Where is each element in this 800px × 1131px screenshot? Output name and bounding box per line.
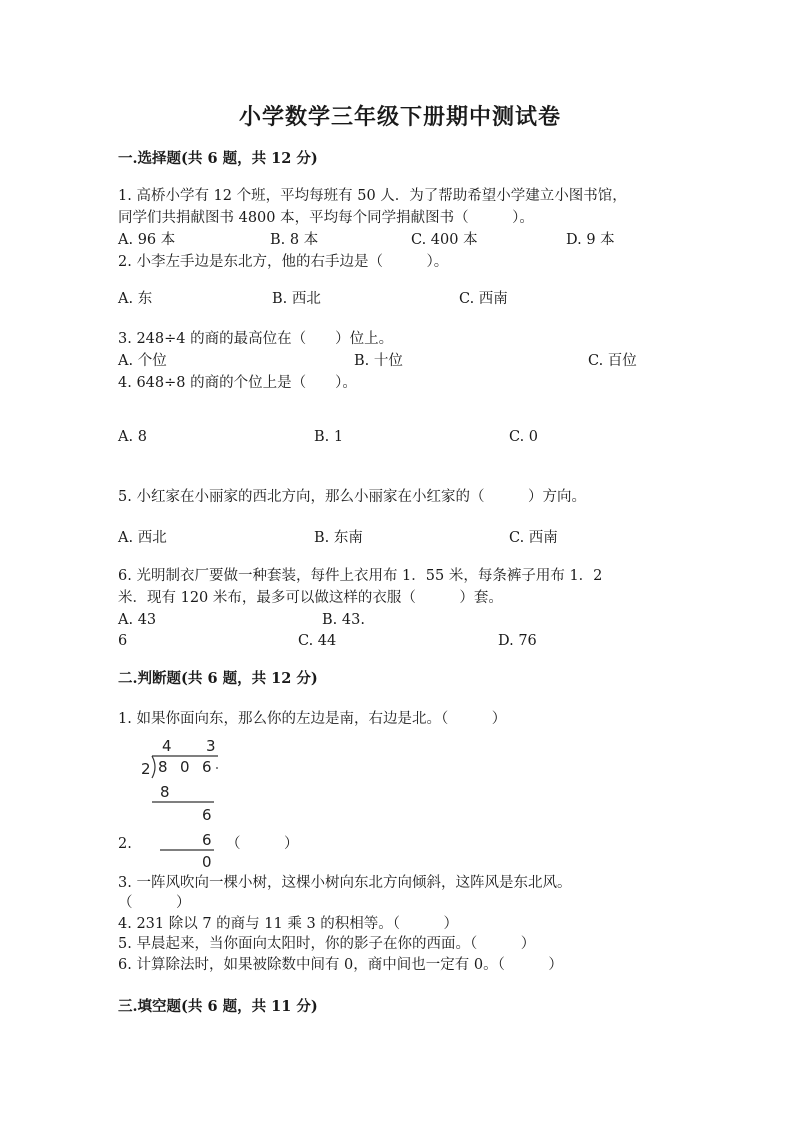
remainder-digit: 0 (202, 853, 212, 871)
j6-text: 6. 计算除法时，如果被除数中间有 0，商中间也一定有 0。（ ） (118, 957, 563, 973)
section-heading-fill: 三.填空题(共 6 题，共 11 分) (118, 998, 318, 1015)
j2-answer-paren: （ ） (226, 836, 299, 852)
q1-option-c: C. 400 本 (411, 232, 478, 248)
q6-option-b: B. 43. (322, 612, 365, 628)
q3-option-c: C. 百位 (588, 353, 637, 369)
j3-line2: （ ） (118, 895, 191, 911)
q4-option-c: C. 0 (509, 429, 539, 445)
long-division-figure (130, 734, 370, 874)
division-bracket (152, 756, 155, 778)
step-digit: 6 (202, 831, 212, 849)
q6-line2: 米．现有 120 米布，最多可以做这样的衣服（ ）套。 (118, 590, 503, 606)
q4-text: 4. 648÷8 的商的个位上是（ ）。 (118, 375, 357, 391)
q1-line1: 1. 高桥小学有 12 个班，平均每班有 50 人．为了帮助希望小学建立小图书馆， (118, 188, 627, 204)
q1-option-a: A. 96 本 (118, 232, 176, 248)
q4-option-a: A. 8 (118, 429, 147, 445)
q2-option-c: C. 西南 (459, 291, 508, 307)
q6-option-d: D. 76 (498, 633, 537, 649)
j1-text: 1. 如果你面向东，那么你的左边是南，右边是北。（ ） (118, 711, 507, 727)
q1-line2: 同学们共捐献图书 4800 本，平均每个同学捐献图书（ ）。 (118, 210, 534, 226)
q1-option-b: B. 8 本 (270, 232, 319, 248)
step-digit: 8 (160, 783, 170, 801)
q3-text: 3. 248÷4 的商的最高位在（ ）位上。 (118, 331, 394, 347)
step-digit: 6 (202, 806, 212, 824)
q6-line1: 6. 光明制衣厂要做一种套装，每件上衣用布 1．55 米，每条裤子用布 1．2 (118, 568, 603, 584)
q4-option-b: B. 1 (314, 429, 344, 445)
section-heading-choice: 一.选择题(共 6 题，共 12 分) (118, 150, 318, 167)
divisor: 2 (141, 760, 151, 778)
j3-line1: 3. 一阵风吹向一棵小树，这棵小树向东北方向倾斜，这阵风是东北风。 (118, 875, 572, 891)
q5-option-a: A. 西北 (118, 530, 167, 546)
q2-option-a: A. 东 (118, 291, 153, 307)
q6-option-b-cont: 6 (118, 633, 128, 649)
section-heading-judge: 二.判断题(共 6 题，共 12 分) (118, 670, 318, 687)
q5-option-c: C. 西南 (509, 530, 558, 546)
q5-option-b: B. 东南 (314, 530, 363, 546)
dividend-digit: 0 (180, 758, 190, 776)
q5-text: 5. 小红家在小丽家的西北方向，那么小丽家在小红家的（ ）方向。 (118, 489, 586, 505)
q6-option-a: A. 43 (118, 612, 157, 628)
dividend-digit: 8 (158, 758, 168, 776)
q1-option-d: D. 9 本 (566, 232, 615, 248)
q2-option-b: B. 西北 (272, 291, 321, 307)
q3-option-a: A. 个位 (118, 353, 167, 369)
j2-number: 2. (118, 836, 132, 852)
q3-option-b: B. 十位 (354, 353, 403, 369)
q6-option-c: C. 44 (298, 633, 337, 649)
j4-text: 4. 231 除以 7 的商与 11 乘 3 的积相等。（ ） (118, 916, 459, 932)
j5-text: 5. 早晨起来，当你面向太阳时，你的影子在你的西面。（ ） (118, 936, 536, 952)
page-title: 小学数学三年级下册期中测试卷 (238, 104, 561, 130)
q2-text: 2. 小李左手边是东北方，他的右手边是（ ）。 (118, 254, 449, 270)
dividend-digit: 6 (202, 758, 212, 776)
quotient-digit: 3 (206, 737, 216, 755)
quotient-digit: 4 (162, 737, 172, 755)
dot-mark (216, 767, 218, 769)
